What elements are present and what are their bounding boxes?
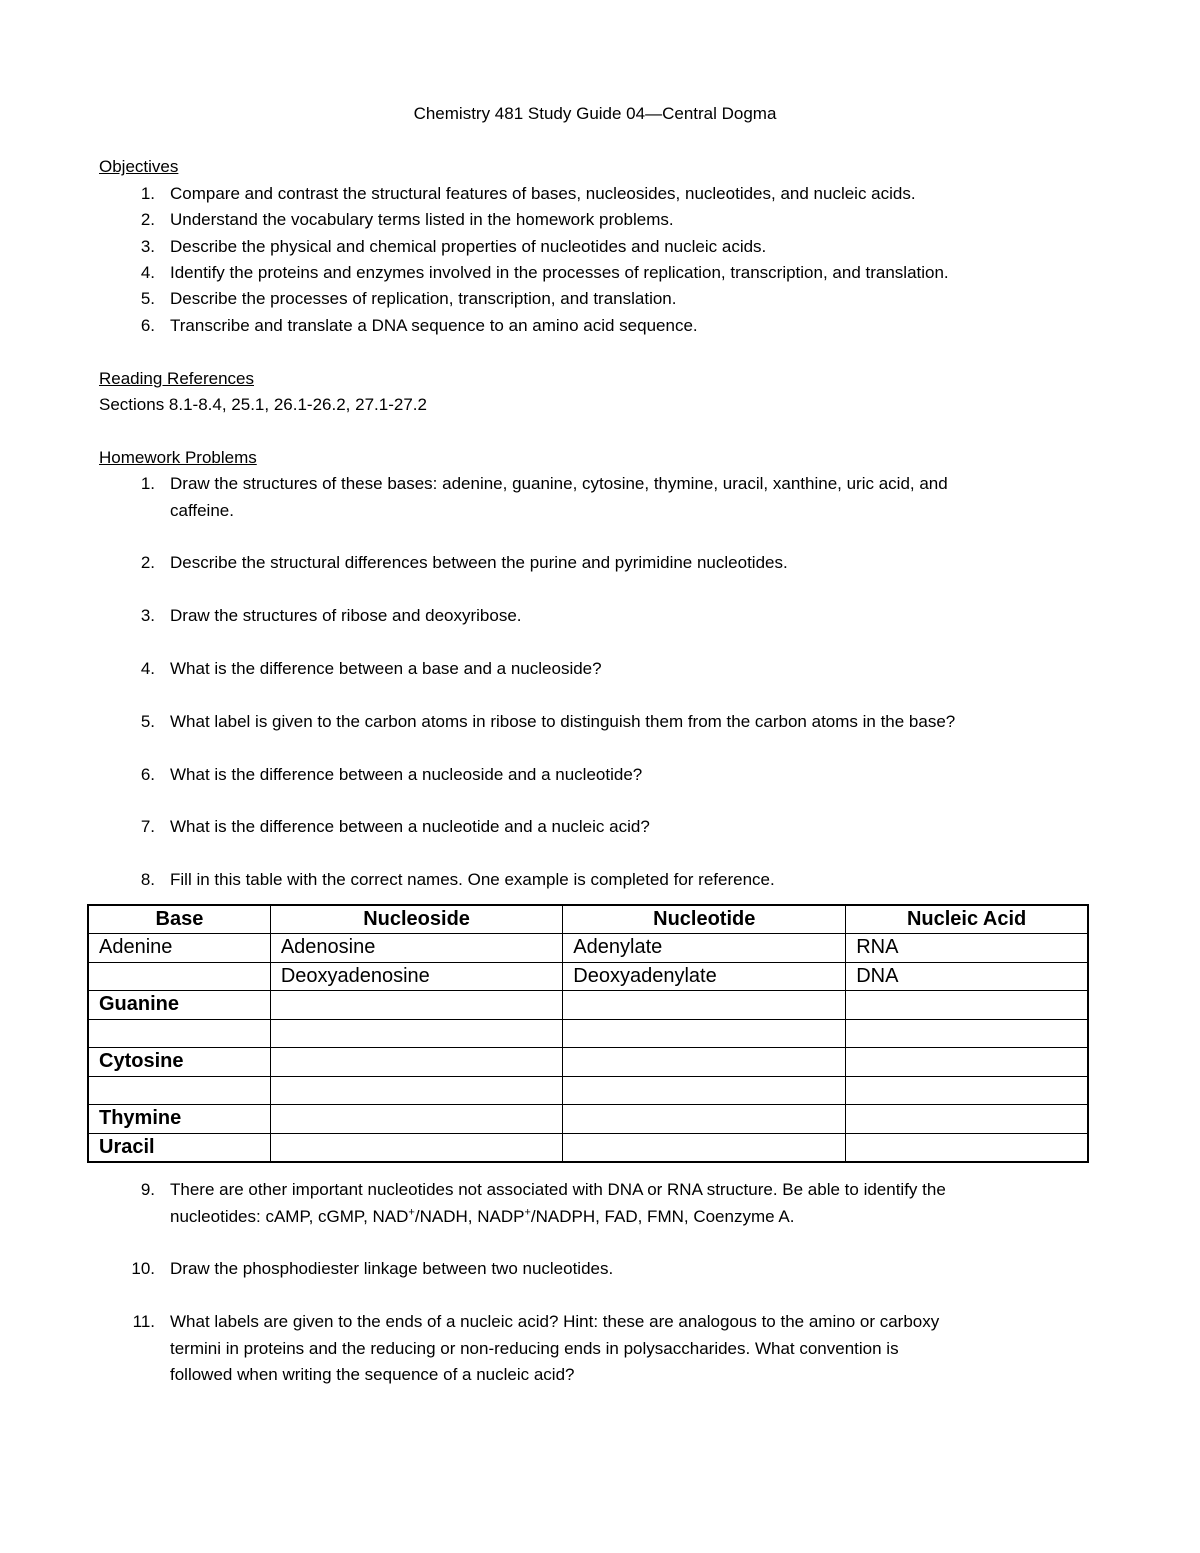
homework-item: 7. What is the difference between a nucleotide and a nucleic acid?: [140, 817, 650, 837]
table-cell: RNA: [846, 934, 1088, 963]
table-cell: Adenosine: [270, 934, 562, 963]
table-cell: [563, 1076, 846, 1105]
homework-item: 2. Describe the structural differences between the purine and pyrimidine nucleotides.: [140, 553, 788, 573]
reading-sections: Sections 8.1-8.4, 25.1, 26.1-26.2, 27.1-27.2: [99, 395, 427, 415]
homework-item: 11. What labels are given to the ends of a nucleic acid? Hint: these are analogous to the amino or carboxy termini in proteins and the reducing or non-reducing ends in polysaccharides. What convention is followed when writing the sequence of a nucleic acid?: [132, 1312, 940, 1384]
table-cell: Deoxyadenylate: [563, 962, 846, 991]
table-cell: [563, 1133, 846, 1162]
table-cell: Deoxyadenosine: [270, 962, 562, 991]
table-cell: [563, 1105, 846, 1134]
table-cell: Cytosine: [88, 1048, 270, 1077]
header-base: Base: [88, 905, 270, 934]
table-row: [88, 1048, 1088, 1077]
table-cell: [563, 1019, 846, 1048]
table-cell: [270, 1133, 562, 1162]
table-cell: Guanine: [88, 991, 270, 1020]
header-nucleic-acid: Nucleic Acid: [846, 905, 1088, 934]
homework-item: 10. Draw the phosphodiester linkage between two nucleotides.: [131, 1259, 614, 1279]
page-title: Chemistry 481 Study Guide 04—Central Dogma: [413, 104, 777, 123]
table-cell: [846, 991, 1088, 1020]
table-cell: [846, 1019, 1088, 1048]
homework-item: 1. Draw the structures of these bases: adenine, guanine, cytosine, thymine, uracil, xanthine, uric acid, and caffeine.: [140, 474, 948, 520]
table-cell: [88, 1076, 270, 1105]
table-cell: Uracil: [88, 1133, 270, 1162]
objectives-list: [99, 181, 1091, 339]
table-header-row: [88, 905, 1088, 934]
table-cell: Adenine: [88, 934, 270, 963]
table-cell: [563, 1048, 846, 1077]
table-cell: [88, 1019, 270, 1048]
objective-item: 6. Transcribe and translate a DNA sequence to an amino acid sequence.: [140, 315, 698, 335]
table-cell: [270, 991, 562, 1020]
homework-item: 3. Draw the structures of ribose and deoxyribose.: [140, 606, 522, 626]
table-row: [88, 1019, 1088, 1048]
table-row: [88, 1076, 1088, 1105]
table-cell: [846, 1076, 1088, 1105]
homework-item: 4. What is the difference between a base and a nucleoside?: [140, 659, 602, 679]
table-cell: [270, 1076, 562, 1105]
table-cell: [270, 1105, 562, 1134]
objective-item: 4. Identify the proteins and enzymes involved in the processes of replication, transcription, and translation.: [140, 263, 949, 283]
nucleotide-table: [87, 904, 1089, 1164]
objective-item: 1. Compare and contrast the structural features of bases, nucleosides, nucleotides, and nucleic acids.: [140, 183, 916, 203]
table-row: [88, 934, 1088, 963]
homework-item: 5. What label is given to the carbon atoms in ribose to distinguish them from the carbon atoms in the base?: [140, 711, 956, 731]
table-cell: [88, 962, 270, 991]
table-row: [88, 991, 1088, 1020]
document-page: [99, 100, 1091, 1388]
objective-item: 2. Understand the vocabulary terms listed in the homework problems.: [140, 210, 674, 230]
table-cell: [846, 1133, 1088, 1162]
table-cell: [563, 991, 846, 1020]
reading-heading: Reading References: [99, 368, 254, 388]
homework-heading: Homework Problems: [99, 447, 257, 467]
homework-item: 8. Fill in this table with the correct names. One example is completed for reference.: [140, 870, 775, 890]
header-nucleotide: Nucleotide: [563, 905, 846, 934]
table-cell: [846, 1048, 1088, 1077]
objectives-heading: Objectives: [99, 157, 179, 177]
table-row: [88, 962, 1088, 991]
homework-item: 9. There are other important nucleotides not associated with DNA or RNA structure. Be able to identify the nucleotides: cAMP, cGMP, NAD+/NADH, NADP+/NADPH, FAD, FMN, Coenzyme A.: [140, 1180, 946, 1226]
table-cell: [270, 1048, 562, 1077]
table-row: [88, 1133, 1088, 1162]
table-cell: Thymine: [88, 1105, 270, 1134]
homework-list: [99, 471, 1091, 893]
table-cell: [270, 1019, 562, 1048]
objective-item: 3. Describe the physical and chemical properties of nucleotides and nucleic acids.: [140, 236, 767, 256]
table-cell: Adenylate: [563, 934, 846, 963]
homework-list-continued: [99, 1177, 1091, 1388]
table-cell: [846, 1105, 1088, 1134]
table-row: [88, 1105, 1088, 1134]
homework-item: 6. What is the difference between a nucleoside and a nucleotide?: [140, 764, 643, 784]
objective-item: 5. Describe the processes of replication, transcription, and translation.: [140, 289, 677, 309]
table-cell: DNA: [846, 962, 1088, 991]
header-nucleoside: Nucleoside: [270, 905, 562, 934]
